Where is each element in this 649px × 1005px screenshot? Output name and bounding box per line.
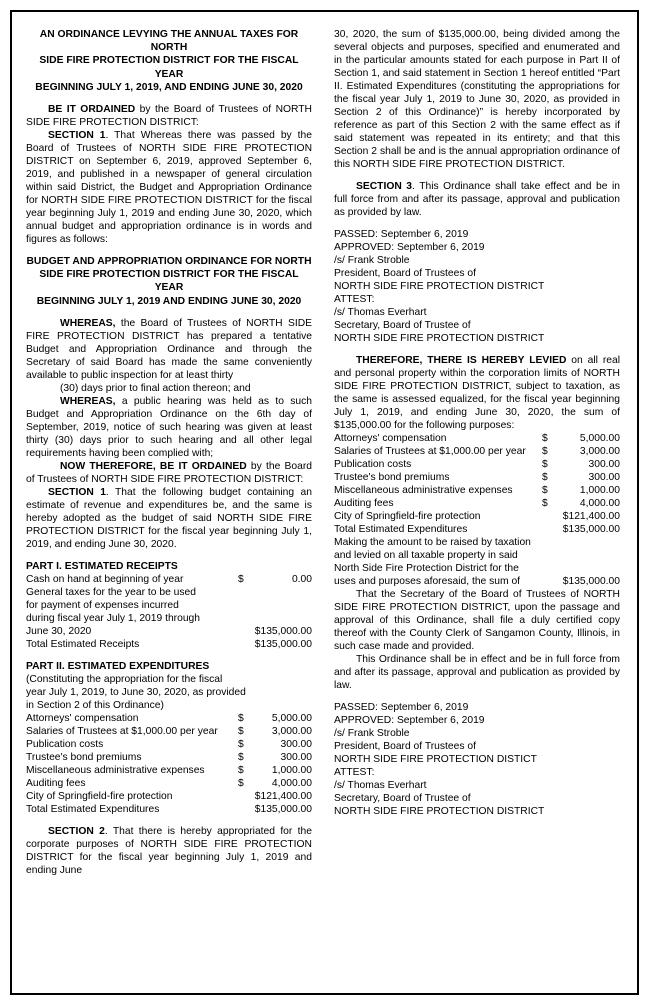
row-dollar-sign: $ (542, 446, 548, 457)
budget-heading-line-2: SIDE FIRE PROTECTION DISTRICT FOR THE FISCAL YEAR (39, 269, 299, 294)
row-label: Trustee's bond premiums (334, 472, 450, 483)
table-row (334, 484, 620, 497)
raised-line-3: North Side Fire Protection District for the (334, 563, 519, 574)
be-it-ordained-label: BE IT ORDAINED (48, 104, 136, 116)
row-dollar-sign: $ (238, 712, 244, 724)
part-2-note-line-2: year July 1, 2019, to June 30, 2020, as provided (26, 686, 246, 698)
table-row (26, 738, 312, 751)
row-label: Cash on hand at beginning of year (26, 573, 184, 585)
table-row (26, 599, 312, 612)
row-label: Publication costs (334, 459, 412, 470)
row-amount: 300.00 (588, 472, 620, 483)
now-therefore-text: by the Board of Trustees of NORTH SIDE FIRE PROTECTION DISTRICT: (26, 460, 312, 485)
table-row (26, 586, 312, 599)
row-label: Publication costs (26, 738, 104, 750)
table-row (26, 638, 312, 651)
row-label: Miscellaneous administrative expenses (334, 485, 513, 496)
secretary-signature-2: /s/ Thomas Everhart (334, 780, 427, 791)
section-2-continued: 30, 2020, the sum of $135,000.00, being divided among the several objects and purposes, specified and enumerated and in the particular amounts stated for each purpose in Part II of Section 1, and said statement in Section 1 hereof entitled “Part II. Estimated Expenditures (constituting the appropriations for the fiscal year July 1, 2019 to June 30, 2020, as provided in Section 2 of this Ordinance)” is hereby incorporated by reference as part of this Section 2 with the same effect as if said statement was repeated in its entirety; and that this Section 2 shall be and is the annual appropriation ordinance of this NORTH SIDE FIRE PROTECTION DISTRICT. (334, 29, 620, 170)
table-row (26, 725, 312, 738)
levy-label: THEREFORE, THERE IS HEREBY LEVIED (356, 355, 567, 366)
row-label: Attorneys' compensation (26, 712, 139, 724)
table-row (334, 510, 620, 523)
right-column (334, 28, 620, 983)
row-amount: 3,000.00 (579, 446, 620, 457)
section-3-paragraph (334, 180, 620, 219)
section-1b-label: SECTION 1 (48, 486, 106, 498)
row-dollar-sign: $ (238, 738, 244, 750)
secretary-title: Secretary, Board of Trustee of (334, 320, 471, 331)
row-amount: $135,000.00 (254, 803, 312, 815)
levy-paragraph (334, 354, 620, 432)
district-name: NORTH SIDE FIRE PROTECTION DISTRICT (334, 281, 545, 292)
row-amount: 3,000.00 (271, 725, 312, 737)
secretary-signature: /s/ Thomas Everhart (334, 307, 427, 318)
section-2-paragraph (26, 825, 312, 877)
table-row (334, 445, 620, 458)
row-amount: $121,400.00 (562, 511, 620, 522)
secretary-filing-paragraph: That the Secretary of the Board of Trustees of NORTH SIDE FIRE PROTECTION DISTRICT, upon the passage and approval of this Ordinance, shall file a duly certified copy thereof with the County Clerk of Sangamon County, Illinois, in such case made and provided. (334, 589, 620, 652)
whereas-first-label: WHEREAS, (60, 317, 116, 329)
part-1-receipts-table (26, 573, 312, 651)
row-amount: 0.00 (291, 573, 312, 585)
budget-heading-line-3: BEGINNING JULY 1, 2019 AND ENDING JUNE 30, 2020 (36, 295, 302, 307)
signature-block-first (334, 228, 620, 345)
section-1-text: . That Whereas there was passed by the Board of Trustees of NORTH SIDE FIRE PROTECTION DISTRICT on September 6, 2019, approved September 6, 2019, and published in a newspaper of general circulation within said District, the Budget and Appropriation Ordinance for NORTH SIDE FIRE PROTECTION DISTRICT for the fiscal year beginning July 1, 2019 and ending June 30, 2020, which annual budget and appropriation ordinance is in words and figures as follows: (26, 130, 312, 246)
row-label: City of Springfield-fire protection (26, 790, 173, 802)
row-amount: 1,000.00 (271, 764, 312, 776)
row-amount: 300.00 (588, 459, 620, 470)
part-2-expenditures-table (26, 712, 312, 816)
be-it-ordained-text: by the Board of Trustees of NORTH SIDE FIRE PROTECTION DISTRICT: (26, 104, 312, 129)
row-dollar-sign: $ (542, 472, 548, 483)
signature-block-second (334, 701, 620, 818)
row-label: Trustee's bond premiums (26, 751, 142, 763)
row-label: Auditing fees (26, 777, 86, 789)
row-label: Auditing fees (334, 498, 394, 509)
now-therefore-paragraph (26, 460, 312, 486)
row-label: Total Estimated Receipts (26, 638, 140, 650)
row-amount: 300.00 (280, 751, 312, 763)
row-label: during fiscal year July 1, 2019 through (26, 612, 201, 624)
table-row (334, 458, 620, 471)
row-label: General taxes for the year to be used (26, 586, 196, 598)
approved-date-2: APPROVED: September 6, 2019 (334, 715, 485, 726)
president-title: President, Board of Trustees of (334, 268, 476, 279)
row-dollar-sign: $ (238, 725, 244, 737)
row-dollar-sign: $ (542, 459, 548, 470)
document-border-frame (10, 10, 639, 995)
now-therefore-label: NOW THEREFORE, BE IT ORDAINED (60, 460, 247, 472)
row-amount: 5,000.00 (271, 712, 312, 724)
table-row (26, 712, 312, 725)
row-amount: $121,400.00 (254, 790, 312, 802)
section-1b-text: . That the following budget containing an estimate of revenue and expenditures be, and the same is hereby adopted as the budget of said NORTH SIDE FIRE PROTECTION DISTRICT for the fiscal year beginning July 1, 2019, and ending June 30, 2020. (26, 486, 312, 550)
row-amount: 300.00 (280, 738, 312, 750)
row-label: Attorneys' compensation (334, 433, 447, 444)
be-it-ordained-paragraph (26, 103, 312, 129)
row-label: for payment of expenses incurred (26, 599, 179, 611)
section-2-label: SECTION 2 (48, 825, 105, 837)
whereas-first-text: the Board of Trustees of NORTH SIDE FIRE PROTECTION DISTRICT has prepared a tentative Budget and Appropriation Ordinance and through the Secretary of said Board has made the same conveniently available to public inspection for at least thirty (26, 317, 312, 381)
section-3-label: SECTION 3 (356, 181, 413, 192)
president-signature: /s/ Frank Stroble (334, 255, 410, 266)
row-label: Total Estimated Expenditures (26, 803, 160, 815)
row-amount: $135,000.00 (562, 524, 620, 535)
effect-paragraph: This Ordinance shall be in effect and be in full force from and after its passage, approval and publication as provided by law. (334, 654, 620, 691)
district-name-3: NORTH SIDE FIRE PROTECTION DISTICT (334, 754, 537, 765)
section-3-text: . This Ordinance shall take effect and be in full force from and after its passage, approval and publication as provided by law. (334, 181, 621, 218)
uses-amount: $135,000.00 (562, 576, 620, 587)
row-label: June 30, 2020 (26, 625, 92, 637)
row-amount: $135,000.00 (254, 638, 312, 650)
table-row (26, 777, 312, 790)
row-label: Total Estimated Expenditures (334, 524, 468, 535)
whereas-first-tail: (30) days prior to final action thereon; and (60, 382, 251, 394)
attest-label: ATTEST: (334, 294, 375, 305)
section-1-label: SECTION 1 (48, 130, 106, 142)
row-amount: $135,000.00 (254, 625, 312, 637)
table-row (26, 764, 312, 777)
passed-date-2: PASSED: September 6, 2019 (334, 702, 469, 713)
ordinance-title-line-1: AN ORDINANCE LEVYING THE ANNUAL TAXES FOR NORTH (39, 29, 299, 54)
row-dollar-sign: $ (542, 485, 548, 496)
district-name-4: NORTH SIDE FIRE PROTECTION DISTRICT (334, 806, 545, 817)
section-2-text: . That there is hereby appropriated for the corporate purposes of NORTH SIDE FIRE PROTECTION DISTRICT for the fiscal year beginning July 1, 2019 and ending June (26, 825, 312, 876)
row-dollar-sign: $ (542, 433, 548, 444)
whereas-second-paragraph (26, 395, 312, 460)
part-2-heading: PART II. ESTIMATED EXPENDITURES (26, 660, 210, 672)
table-row (334, 523, 620, 536)
whereas-first-paragraph (26, 317, 312, 382)
uses-and-purposes-row (334, 575, 620, 588)
row-amount: 5,000.00 (579, 433, 620, 444)
row-label: Miscellaneous administrative expenses (26, 764, 205, 776)
secretary-title-2: Secretary, Board of Trustee of (334, 793, 471, 804)
row-dollar-sign: $ (542, 498, 548, 509)
table-row (26, 790, 312, 803)
row-dollar-sign: $ (238, 573, 244, 585)
table-row (26, 751, 312, 764)
table-row (26, 625, 312, 638)
passed-date: PASSED: September 6, 2019 (334, 229, 469, 240)
whereas-second-text: a public hearing was held as to such Budget and Appropriation Ordinance on the 6th day of September, 2019, notice of such hearing was given at least thirty (30) days prior to such hearing and all other legal requirements having been complied with; (26, 395, 312, 459)
part-2-note-line-3: in Section 2 of this Ordinance) (26, 699, 164, 711)
ordinance-title (26, 28, 312, 94)
left-column (26, 28, 312, 983)
district-name-2: NORTH SIDE FIRE PROTECTION DISTRICT (334, 333, 545, 344)
approved-date: APPROVED: September 6, 2019 (334, 242, 485, 253)
two-column-layout (26, 28, 623, 983)
president-title-2: President, Board of Trustees of (334, 741, 476, 752)
table-row (334, 497, 620, 510)
row-label: City of Springfield-fire protection (334, 511, 481, 522)
levy-text: on all real and personal property within the corporation limits of NORTH SIDE FIRE PROTECTION DISTRICT, subject to taxation, as the same is assessed equalized, for the fiscal year beginning July 1, 2019, and ending June 30, 2020, the sum of $135,000.00 for the following purposes: (334, 355, 620, 431)
ordinance-title-line-2: SIDE FIRE PROTECTION DISTRICT FOR THE FISCAL YEAR (39, 55, 299, 80)
table-row (334, 432, 620, 445)
ordinance-title-line-3: BEGINNING JULY 1, 2019, AND ENDING JUNE 30, 2020 (35, 81, 303, 93)
raised-line-1: Making the amount to be raised by taxation (334, 537, 531, 548)
row-dollar-sign: $ (238, 751, 244, 763)
whereas-second-label: WHEREAS, (60, 395, 116, 407)
president-signature-2: /s/ Frank Stroble (334, 728, 410, 739)
attest-label-2: ATTEST: (334, 767, 375, 778)
budget-ordinance-heading (26, 255, 312, 308)
part-1-heading: PART I. ESTIMATED RECEIPTS (26, 560, 178, 572)
uses-label: uses and purposes aforesaid, the sum of (334, 576, 521, 587)
levy-purposes-table (334, 432, 620, 536)
row-amount: 4,000.00 (579, 498, 620, 509)
budget-heading-line-1: BUDGET AND APPROPRIATION ORDINANCE FOR NORTH (26, 256, 312, 268)
row-dollar-sign: $ (238, 777, 244, 789)
row-amount: 4,000.00 (271, 777, 312, 789)
row-amount: 1,000.00 (579, 485, 620, 496)
table-row (334, 471, 620, 484)
section-1-paragraph (26, 129, 312, 246)
row-label: Salaries of Trustees at $1,000.00 per year (26, 725, 218, 737)
table-row (26, 612, 312, 625)
section-1b-paragraph (26, 486, 312, 551)
raised-line-2: and levied on all taxable property in said (334, 550, 518, 561)
table-row (26, 573, 312, 586)
table-row (26, 803, 312, 816)
row-dollar-sign: $ (238, 764, 244, 776)
part-2-note-line-1: (Constituting the appropriation for the fiscal (26, 673, 223, 685)
row-label: Salaries of Trustees at $1,000.00 per year (334, 446, 526, 457)
